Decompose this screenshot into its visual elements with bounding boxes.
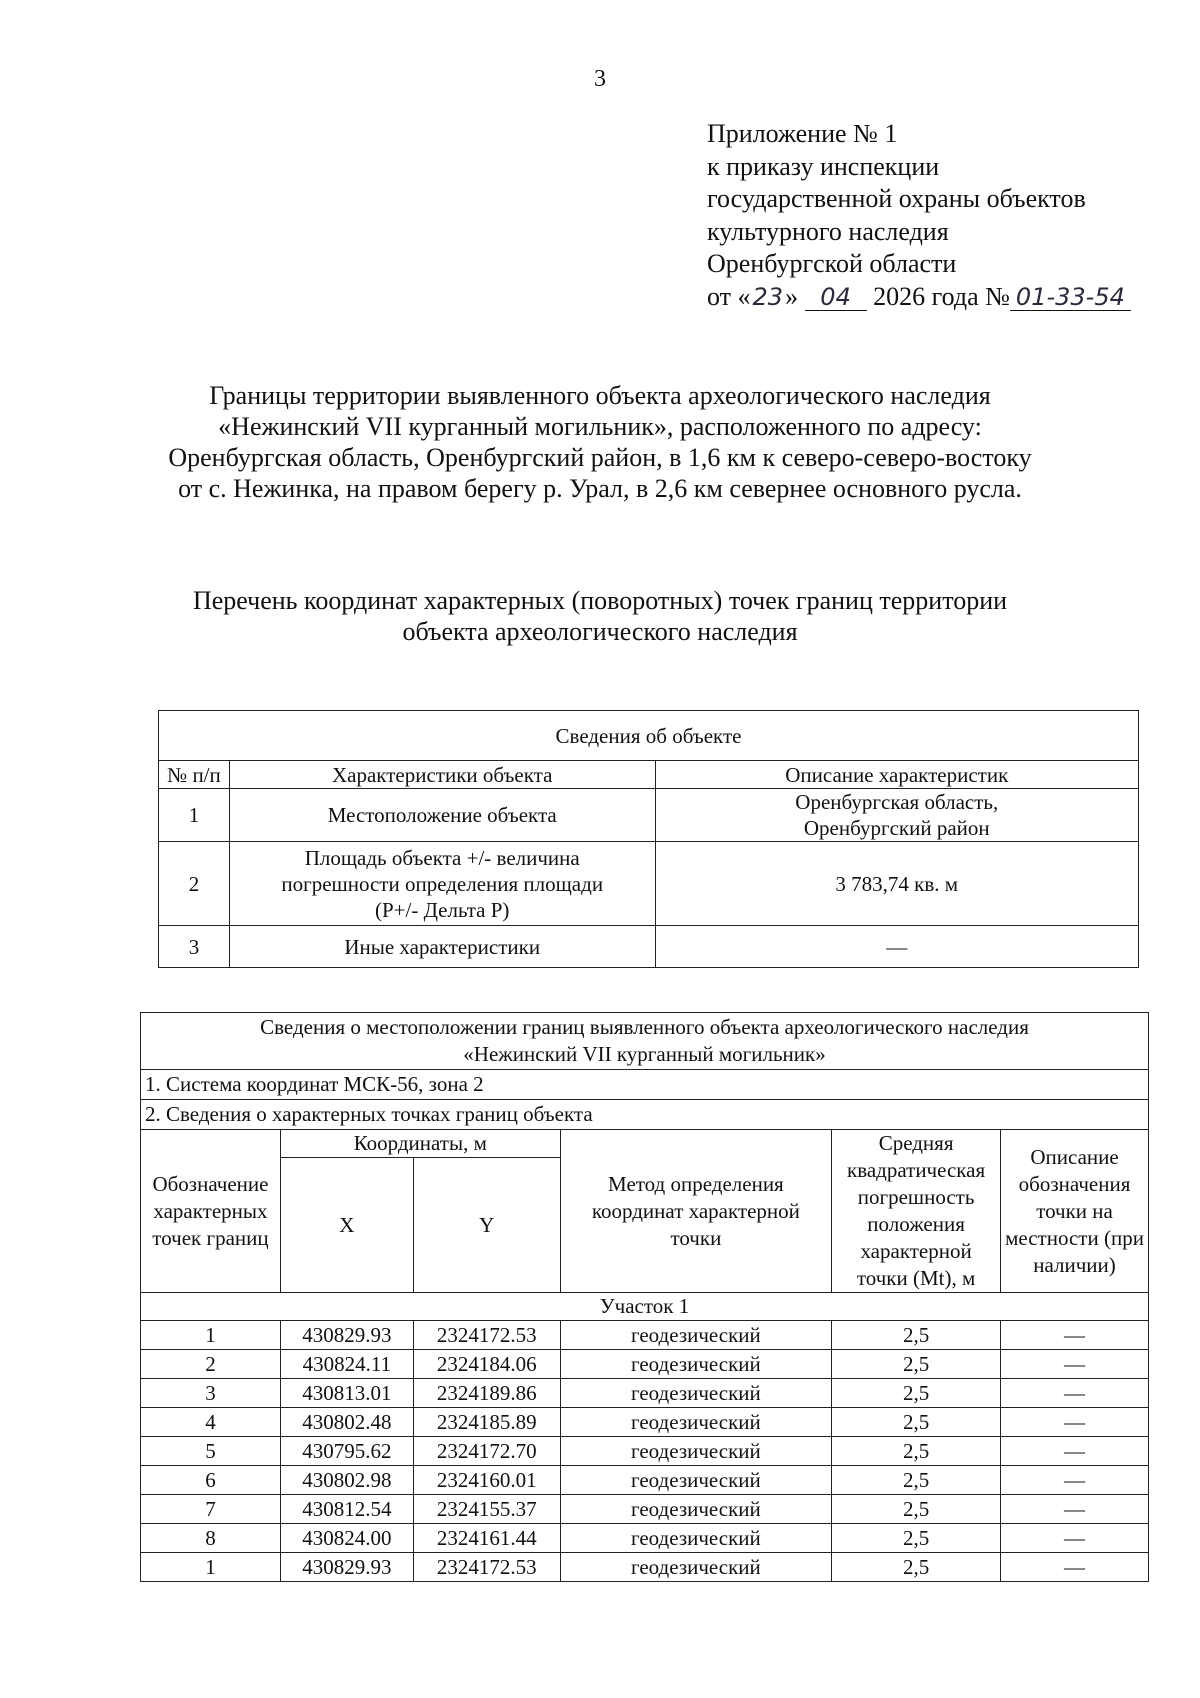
header-coords: Координаты, м: [280, 1130, 560, 1158]
table-row: [159, 926, 1139, 968]
subtitle-line: Перечень координат характерных (поворотных) точек границ территории: [192, 586, 1008, 615]
name-line: (Р+/- Дельта Р): [375, 897, 510, 922]
section-label: Участок 1: [141, 1293, 1149, 1321]
method-value: геодезический: [560, 1408, 832, 1437]
y-value: 2324161.44: [413, 1524, 560, 1553]
table-row: [141, 1321, 1149, 1350]
header-desc: Описание обозначения точки на местности (при наличии): [1001, 1130, 1149, 1293]
handwritten-day: 23: [752, 282, 784, 311]
row-number: 2: [159, 842, 230, 926]
characteristic-name: Иные характеристики: [229, 926, 655, 968]
row-number: 1: [159, 789, 230, 842]
method-value: геодезический: [560, 1466, 832, 1495]
y-value: 2324155.37: [413, 1495, 560, 1524]
table-row: [141, 1495, 1149, 1524]
title-line: от с. Нежинка, на правом берегу р. Урал, в 2,6 км севернее основного русла.: [178, 474, 1022, 503]
appendix-line: Оренбургской области: [707, 249, 957, 278]
method-value: геодезический: [560, 1379, 832, 1408]
error-value: 2,5: [832, 1437, 1001, 1466]
desc-value: —: [1001, 1350, 1149, 1379]
header-y: Y: [413, 1158, 560, 1293]
x-value: 430802.48: [280, 1408, 413, 1437]
desc-value: —: [1001, 1379, 1149, 1408]
coords-table-caption: [141, 1013, 1149, 1070]
year-label: 2026 года №: [873, 281, 1010, 311]
characteristic-name: Местоположение объекта: [229, 789, 655, 842]
appendix-line: государственной охраны объектов: [707, 184, 1086, 213]
appendix-line: культурного наследия: [707, 216, 949, 246]
y-value: 2324185.89: [413, 1408, 560, 1437]
row-number: 3: [159, 926, 230, 968]
document-subtitle: [60, 585, 1140, 647]
error-value: 2,5: [832, 1321, 1001, 1350]
appendix-line: к приказу инспекции: [707, 151, 940, 181]
point-label: 2: [141, 1350, 281, 1379]
name-line: погрешности определения площади: [281, 871, 604, 896]
point-label: 6: [141, 1466, 281, 1495]
title-line: «Нежинский VII курганный могильник», расположенного по адресу:: [218, 412, 982, 441]
error-value: 2,5: [832, 1495, 1001, 1524]
caption-line: «Нежинский VII курганный могильник»: [463, 1042, 826, 1066]
x-value: 430813.01: [280, 1379, 413, 1408]
error-value: 2,5: [832, 1350, 1001, 1379]
desc-value: —: [1001, 1524, 1149, 1553]
table-row: [141, 1466, 1149, 1495]
table-row: [141, 1437, 1149, 1466]
point-label: 1: [141, 1553, 281, 1582]
object-info-table: [158, 710, 1139, 968]
column-header: Описание характеристик: [655, 761, 1138, 789]
error-value: 2,5: [832, 1408, 1001, 1437]
table-row: [141, 1379, 1149, 1408]
document-title: [60, 380, 1140, 504]
point-label: 4: [141, 1408, 281, 1437]
quote-close: »: [785, 281, 799, 311]
desc-value: —: [1001, 1437, 1149, 1466]
desc-line: Оренбургская область,: [795, 790, 999, 814]
error-value: 2,5: [832, 1553, 1001, 1582]
method-value: геодезический: [560, 1553, 832, 1582]
point-label: 3: [141, 1379, 281, 1408]
desc-value: —: [1001, 1553, 1149, 1582]
appendix-block: [707, 118, 1131, 313]
x-value: 430829.93: [280, 1553, 413, 1582]
desc-value: —: [1001, 1321, 1149, 1350]
table-row: [159, 789, 1139, 842]
error-value: 2,5: [832, 1524, 1001, 1553]
column-header: Характеристики объекта: [229, 761, 655, 789]
characteristic-desc: —: [655, 926, 1138, 968]
y-value: 2324172.70: [413, 1437, 560, 1466]
y-value: 2324160.01: [413, 1466, 560, 1495]
desc-value: —: [1001, 1408, 1149, 1437]
from-label: от «: [707, 281, 751, 311]
x-value: 430824.11: [280, 1350, 413, 1379]
caption-line: Сведения о местоположении границ выявленного объекта археологического наследия: [260, 1015, 1029, 1039]
x-value: 430795.62: [280, 1437, 413, 1466]
point-label: 1: [141, 1321, 281, 1350]
method-value: геодезический: [560, 1321, 832, 1350]
y-value: 2324172.53: [413, 1321, 560, 1350]
name-line: Площадь объекта +/- величина: [304, 845, 580, 870]
error-value: 2,5: [832, 1379, 1001, 1408]
desc-value: —: [1001, 1466, 1149, 1495]
table-row: [141, 1524, 1149, 1553]
y-value: 2324184.06: [413, 1350, 560, 1379]
table-row: [159, 842, 1139, 926]
table-row: [141, 1350, 1149, 1379]
desc-line: Оренбургский район: [803, 816, 990, 840]
handwritten-order-number: 01-33-54: [1010, 284, 1131, 311]
header-x: X: [280, 1158, 413, 1293]
title-line: Оренбургская область, Оренбургский район, в 1,6 км к северо-северо-востоку: [168, 443, 1032, 472]
x-value: 430802.98: [280, 1466, 413, 1495]
page-number: 3: [594, 66, 606, 92]
table-row: [141, 1408, 1149, 1437]
y-value: 2324189.86: [413, 1379, 560, 1408]
method-value: геодезический: [560, 1524, 832, 1553]
title-line: Границы территории выявленного объекта археологического наследия: [209, 381, 991, 410]
column-header: № п/п: [159, 761, 230, 789]
point-label: 5: [141, 1437, 281, 1466]
method-value: геодезический: [560, 1495, 832, 1524]
coordinates-table: [140, 1012, 1149, 1582]
header-point: Обозначение характерных точек границ: [141, 1130, 281, 1293]
point-label: 7: [141, 1495, 281, 1524]
subtitle-line: объекта археологического наследия: [402, 617, 798, 646]
handwritten-month: 04: [805, 284, 867, 311]
characteristic-name: [229, 842, 655, 926]
appendix-line: Приложение № 1: [707, 119, 898, 148]
error-value: 2,5: [832, 1466, 1001, 1495]
order-date-line: [707, 281, 1131, 314]
coordinate-system: 1. Система координат МСК-56, зона 2: [141, 1070, 1149, 1100]
desc-value: —: [1001, 1495, 1149, 1524]
x-value: 430812.54: [280, 1495, 413, 1524]
x-value: 430824.00: [280, 1524, 413, 1553]
object-table-caption: Сведения об объекте: [159, 711, 1139, 761]
table-row: [141, 1553, 1149, 1582]
y-value: 2324172.53: [413, 1553, 560, 1582]
points-caption: 2. Сведения о характерных точках границ объекта: [141, 1100, 1149, 1130]
characteristic-desc: [655, 789, 1138, 842]
header-error: Средняя квадратическая погрешность положения характерной точки (Mt), м: [832, 1130, 1001, 1293]
x-value: 430829.93: [280, 1321, 413, 1350]
method-value: геодезический: [560, 1437, 832, 1466]
characteristic-desc: 3 783,74 кв. м: [655, 842, 1138, 926]
point-label: 8: [141, 1524, 281, 1553]
header-method: Метод определения координат характерной точки: [560, 1130, 832, 1293]
method-value: геодезический: [560, 1350, 832, 1379]
